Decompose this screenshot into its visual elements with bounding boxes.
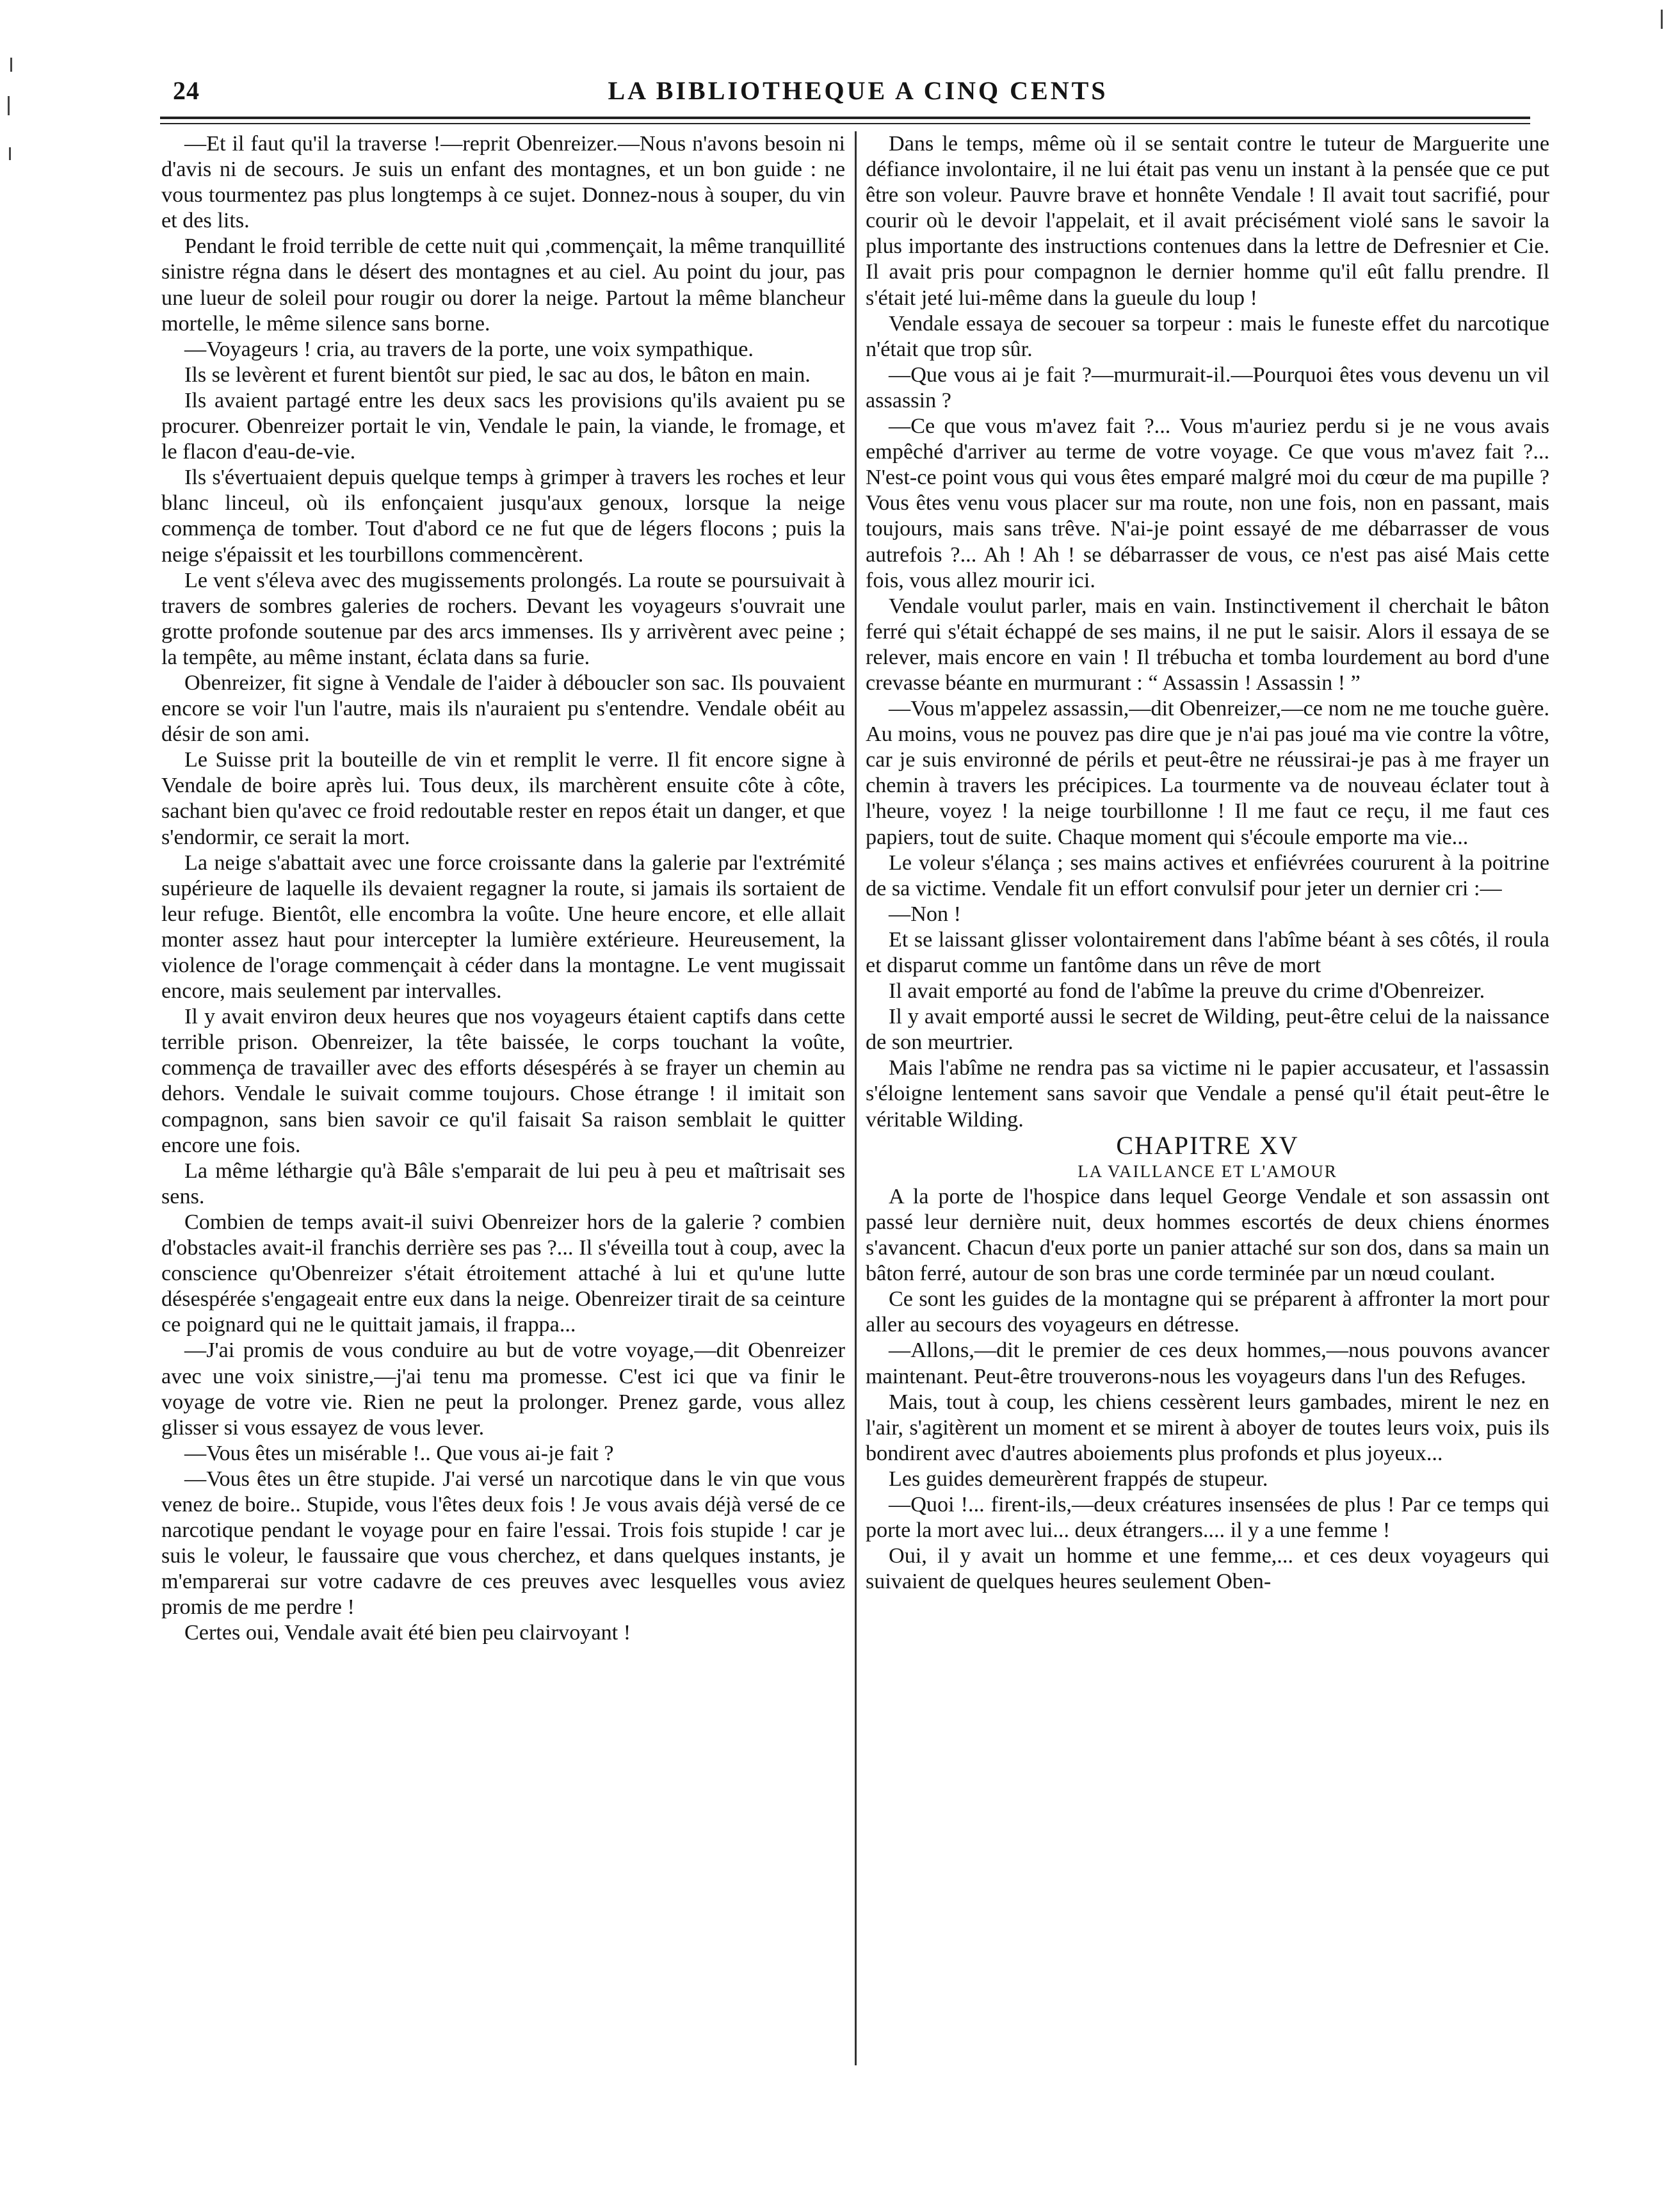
paragraph: Le Suisse prit la bouteille de vin et remplit le verre. Il fit encore signe à Vendale de boire après lui. Tous deux, ils marchèrent ensuite côte à côte, sachant bien qu'avec ce froid redoutable rester en repos était un danger, et que s'endormir, ce serait la mort. bbox=[161, 748, 845, 849]
chapter-subtitle: LA VAILLANCE ET L'AMOUR bbox=[1078, 1161, 1337, 1181]
paragraph: —Non ! bbox=[889, 902, 961, 926]
paragraph: La même léthargie qu'à Bâle s'emparait de lui peu à peu et maîtrisait ses sens. bbox=[161, 1159, 845, 1208]
paragraph: Vendale voulut parler, mais en vain. Instinctivement il cherchait le bâton ferré qui s'était échappé de ses mains, il ne put le saisir. Alors il essaya de se relever, mais encore en vain ! Il trébucha et tomba lourdement au bord d'une crevasse béante en murmurant : “ Assassin ! Assassin ! ” bbox=[866, 594, 1549, 695]
page-number: 24 bbox=[173, 76, 200, 105]
paragraph: Ce sont les guides de la montagne qui se préparent à affronter la mort pour aller au secours des voyageurs en détresse. bbox=[866, 1287, 1549, 1337]
paragraph: —Ce que vous m'avez fait ?... Vous m'auriez perdu si je ne vous avais empêché d'arriver au terme de votre voyage. Ce que vous m'avez fait ?... N'est-ce point vous qui vous êtes emparé malgré moi du cœur de ma pupille ? Vous êtes venu vous placer sur ma route, non une fois, non en passant, mais toujours, mais sans trêve. N'ai-je point essayé de me débarrasser de vous autrefois ?... Ah ! Ah ! se débarrasser de vous, ce n'est pas aisé Mais cette fois, vous allez mourir ici. bbox=[866, 414, 1549, 592]
margin-mark bbox=[9, 147, 11, 160]
paragraph: Il y avait emporté aussi le secret de Wilding, peut-être celui de la naissance de son meurtrier. bbox=[866, 1005, 1549, 1055]
paragraph: Vendale essaya de secouer sa torpeur : mais le funeste effet du narcotique n'était que trop sûr. bbox=[866, 311, 1549, 361]
paragraph: Le vent s'éleva avec des mugissements prolongés. La route se poursuivait à travers de sombres galeries de rochers. Devant les voyageurs s'ouvrait une grotte profonde soutenue par des arcs immenses. Ils y arrivèrent avec peine ; la tempête, au même instant, éclata dans sa furie. bbox=[161, 568, 845, 669]
paragraph: Ils s'évertuaient depuis quelque temps à grimper à travers les roches et leur blanc linceul, où ils enfonçaient jusqu'aux genoux, lorsque la neige commença de tomber. Tout d'abord ce ne fut que de légers flocons ; puis la neige s'épaissit et les tourbillons commencèrent. bbox=[161, 466, 845, 567]
paragraph: Et se laissant glisser volontairement dans l'abîme béant à ses côtés, il roula et disparut comme un fantôme dans un rêve de mort bbox=[866, 927, 1549, 977]
paragraph: —Vous êtes un être stupide. J'ai versé un narcotique dans le vin que vous venez de boire.. Stupide, vous l'êtes deux fois ! Je vous avais déjà versé de ce narcotique pendant le voyage pour en faire l'essai. Trois fois stupide ! car je suis le voleur, le faussaire que vous cherchez, et dans quelques instants, je m'emparerai sur votre cadavre de ces preuves avec lesquelles vous aviez promis de me perdre ! bbox=[161, 1467, 845, 1620]
paragraph: Mais l'abîme ne rendra pas sa victime ni le papier accusateur, et l'assassin s'éloigne lentement sans savoir que Vendale a pensé qu'il était peut-être le véritable Wilding. bbox=[866, 1056, 1549, 1132]
paragraph: —Allons,—dit le premier de ces deux hommes,—nous pouvons avancer maintenant. Peut-être trouverons-nous les voyageurs dans l'un des Refuges. bbox=[866, 1338, 1549, 1388]
paragraph: —Quoi !... firent-ils,—deux créatures insensées de plus ! Par ce temps qui porte la mort avec lui... deux étrangers.... il y a une femme ! bbox=[866, 1492, 1549, 1543]
column-divider bbox=[855, 131, 857, 2065]
paragraph: Dans le temps, même où il se sentait contre le tuteur de Marguerite une défiance involontaire, il ne lui était pas venu un instant à la pensée que ce put être son voleur. Pauvre brave et honnête Vendale ! Il avait tout sacrifié, pour courir où le devoir l'appelait, et il avait précisément violé sans le savoir la plus importante des instructions contenues dans la lettre de Defresnier et Cie. Il avait pris pour compagnon le dernier homme qu'il eût fallu prendre. Il s'était jeté lui-même dans la gueule du loup ! bbox=[866, 132, 1549, 310]
paragraph: —Vous êtes un misérable !.. Que vous ai-je fait ? bbox=[184, 1441, 614, 1465]
paragraph: —Que vous ai je fait ?—murmurait-il.—Pourquoi êtes vous devenu un vil assassin ? bbox=[866, 362, 1549, 412]
margin-mark bbox=[10, 58, 12, 72]
left-column bbox=[161, 131, 845, 2065]
header-rule bbox=[160, 117, 1530, 119]
paragraph: Ils se levèrent et furent bientôt sur pied, le sac au dos, le bâton en main. bbox=[184, 362, 811, 387]
paragraph: La neige s'abattait avec une force croissante dans la galerie par l'extrémité supérieure de laquelle ils devaient regagner la route, si jamais ils sortaient de leur refuge. Bientôt, elle encombra la voûte. Une heure encore, et elle allait monter assez haut pour intercepter la lumière extérieure. Heureusement, la violence de l'orage commençait à céder dans la montagne. Le vent mugissait encore, mais seulement par intervalles. bbox=[161, 850, 845, 1004]
paragraph: —J'ai promis de vous conduire au but de votre voyage,—dit Obenreizer avec une voix sinistre,—j'ai tenu ma promesse. C'est ici que va finir le voyage de votre vie. Rien ne peut la prolonger. Prenez garde, vous allez glisser si vous essayez de vous lever. bbox=[161, 1338, 845, 1440]
chapter-title: CHAPITRE XV bbox=[1116, 1130, 1299, 1160]
right-column-text-before-chapter bbox=[866, 131, 1549, 1133]
paragraph: Ils avaient partagé entre les deux sacs les provisions qu'ils avaient pu se procurer. Obenreizer portait le vin, Vendale le pain, la viande, le fromage, et le flacon d'eau-de-vie. bbox=[161, 388, 845, 464]
margin-mark bbox=[8, 96, 10, 115]
paragraph: Obenreizer, fit signe à Vendale de l'aider à déboucler son sac. Ils pouvaient encore se voir l'un l'autre, mais ils n'auraient pu s'entendre. Vendale obéit au désir de son ami. bbox=[161, 671, 845, 747]
paragraph: Combien de temps avait-il suivi Obenreizer hors de la galerie ? combien d'obstacles avait-il franchis derrière ses pas ?... Il s'éveilla tout à coup, avec la conscience qu'Obenreizer s'était étroitement attaché à lui et qu'une lutte désespérée s'engageait entre eux dans la neige. Obenreizer tirait de sa ceinture ce poignard qui ne le quittait jamais, il frappa... bbox=[161, 1210, 845, 1337]
margin-mark bbox=[1661, 10, 1663, 29]
paragraph: —Vous m'appelez assassin,—dit Obenreizer,—ce nom ne me touche guère. Au moins, vous ne pouvez pas dire que je n'ai pas joué ma vie contre la vôtre, car je suis environné de périls et peut-être ne réussirai-je pas à me frayer un chemin à travers les précipices. La tourmente va de nouveau éclater tout à l'heure, voyez ! la neige tourbillonne ! Il me faut ce reçu, il me faut ces papiers, tout de suite. Chaque moment qui s'écoule emporte ma vie... bbox=[866, 697, 1549, 849]
header-rule-thin bbox=[160, 123, 1530, 124]
right-column-text-after-chapter bbox=[866, 1184, 1549, 1595]
paragraph: Certes oui, Vendale avait été bien peu clairvoyant ! bbox=[184, 1621, 631, 1645]
paragraph: Le voleur s'élança ; ses mains actives et enfiévrées coururent à la poitrine de sa victime. Vendale fit un effort convulsif pour jeter un dernier cri :— bbox=[866, 850, 1549, 900]
paragraph: A la porte de l'hospice dans lequel George Vendale et son assassin ont passé leur dernière nuit, deux hommes escortés de deux chiens énormes s'avancent. Chacun d'eux porte un panier attaché sur son dos, dans sa main un bâton ferré, autour de son bras une corde terminée par un nœud coulant. bbox=[866, 1184, 1549, 1286]
paragraph: Il avait emporté au fond de l'abîme la preuve du crime d'Obenreizer. bbox=[889, 979, 1485, 1004]
paragraph: Oui, il y avait un homme et une femme,... et ces deux voyageurs qui suivaient de quelques heures seulement Oben- bbox=[866, 1544, 1549, 1594]
paragraph: —Voyageurs ! cria, au travers de la porte, une voix sympathique. bbox=[184, 337, 754, 361]
right-column bbox=[866, 131, 1549, 2065]
running-title: LA BIBLIOTHEQUE A CINQ CENTS bbox=[608, 76, 1108, 105]
paragraph: —Et il faut qu'il la traverse !—reprit Obenreizer.—Nous n'avons besoin ni d'avis ni de secours. Je suis un enfant des montagnes, et un bon guide : ne vous tourmentez pas plus longtemps à ce sujet. Donnez-nous à souper, du vin et des lits. bbox=[161, 132, 845, 233]
paragraph: Pendant le froid terrible de cette nuit qui ,commençait, la même tranquillité sinistre régna dans le désert des montagnes et au ciel. Au point du jour, pas une lueur de soleil pour rougir ou dorer la neige. Partout la même blancheur mortelle, le même silence sans borne. bbox=[161, 234, 845, 336]
paragraph: Mais, tout à coup, les chiens cessèrent leurs gambades, mirent le nez en l'air, s'agitèrent un moment et se mirent à aboyer de toutes leurs voix, puis ils bondirent avec d'autres aboiements plus profonds et plus joyeux... bbox=[866, 1390, 1549, 1465]
paragraph: Il y avait environ deux heures que nos voyageurs étaient captifs dans cette terrible prison. Obenreizer, la tête baissée, le corps touchant la voûte, commença de travailler avec des efforts désespérés à se frayer un chemin au dehors. Vendale le suivait comme toujours. Chose étrange ! il imitait son compagnon, sans bien savoir ce qu'il faisait Sa raison semblait le quitter encore une fois. bbox=[161, 1005, 845, 1157]
running-header bbox=[160, 76, 1556, 109]
paragraph: Les guides demeurèrent frappés de stupeur. bbox=[889, 1467, 1268, 1491]
